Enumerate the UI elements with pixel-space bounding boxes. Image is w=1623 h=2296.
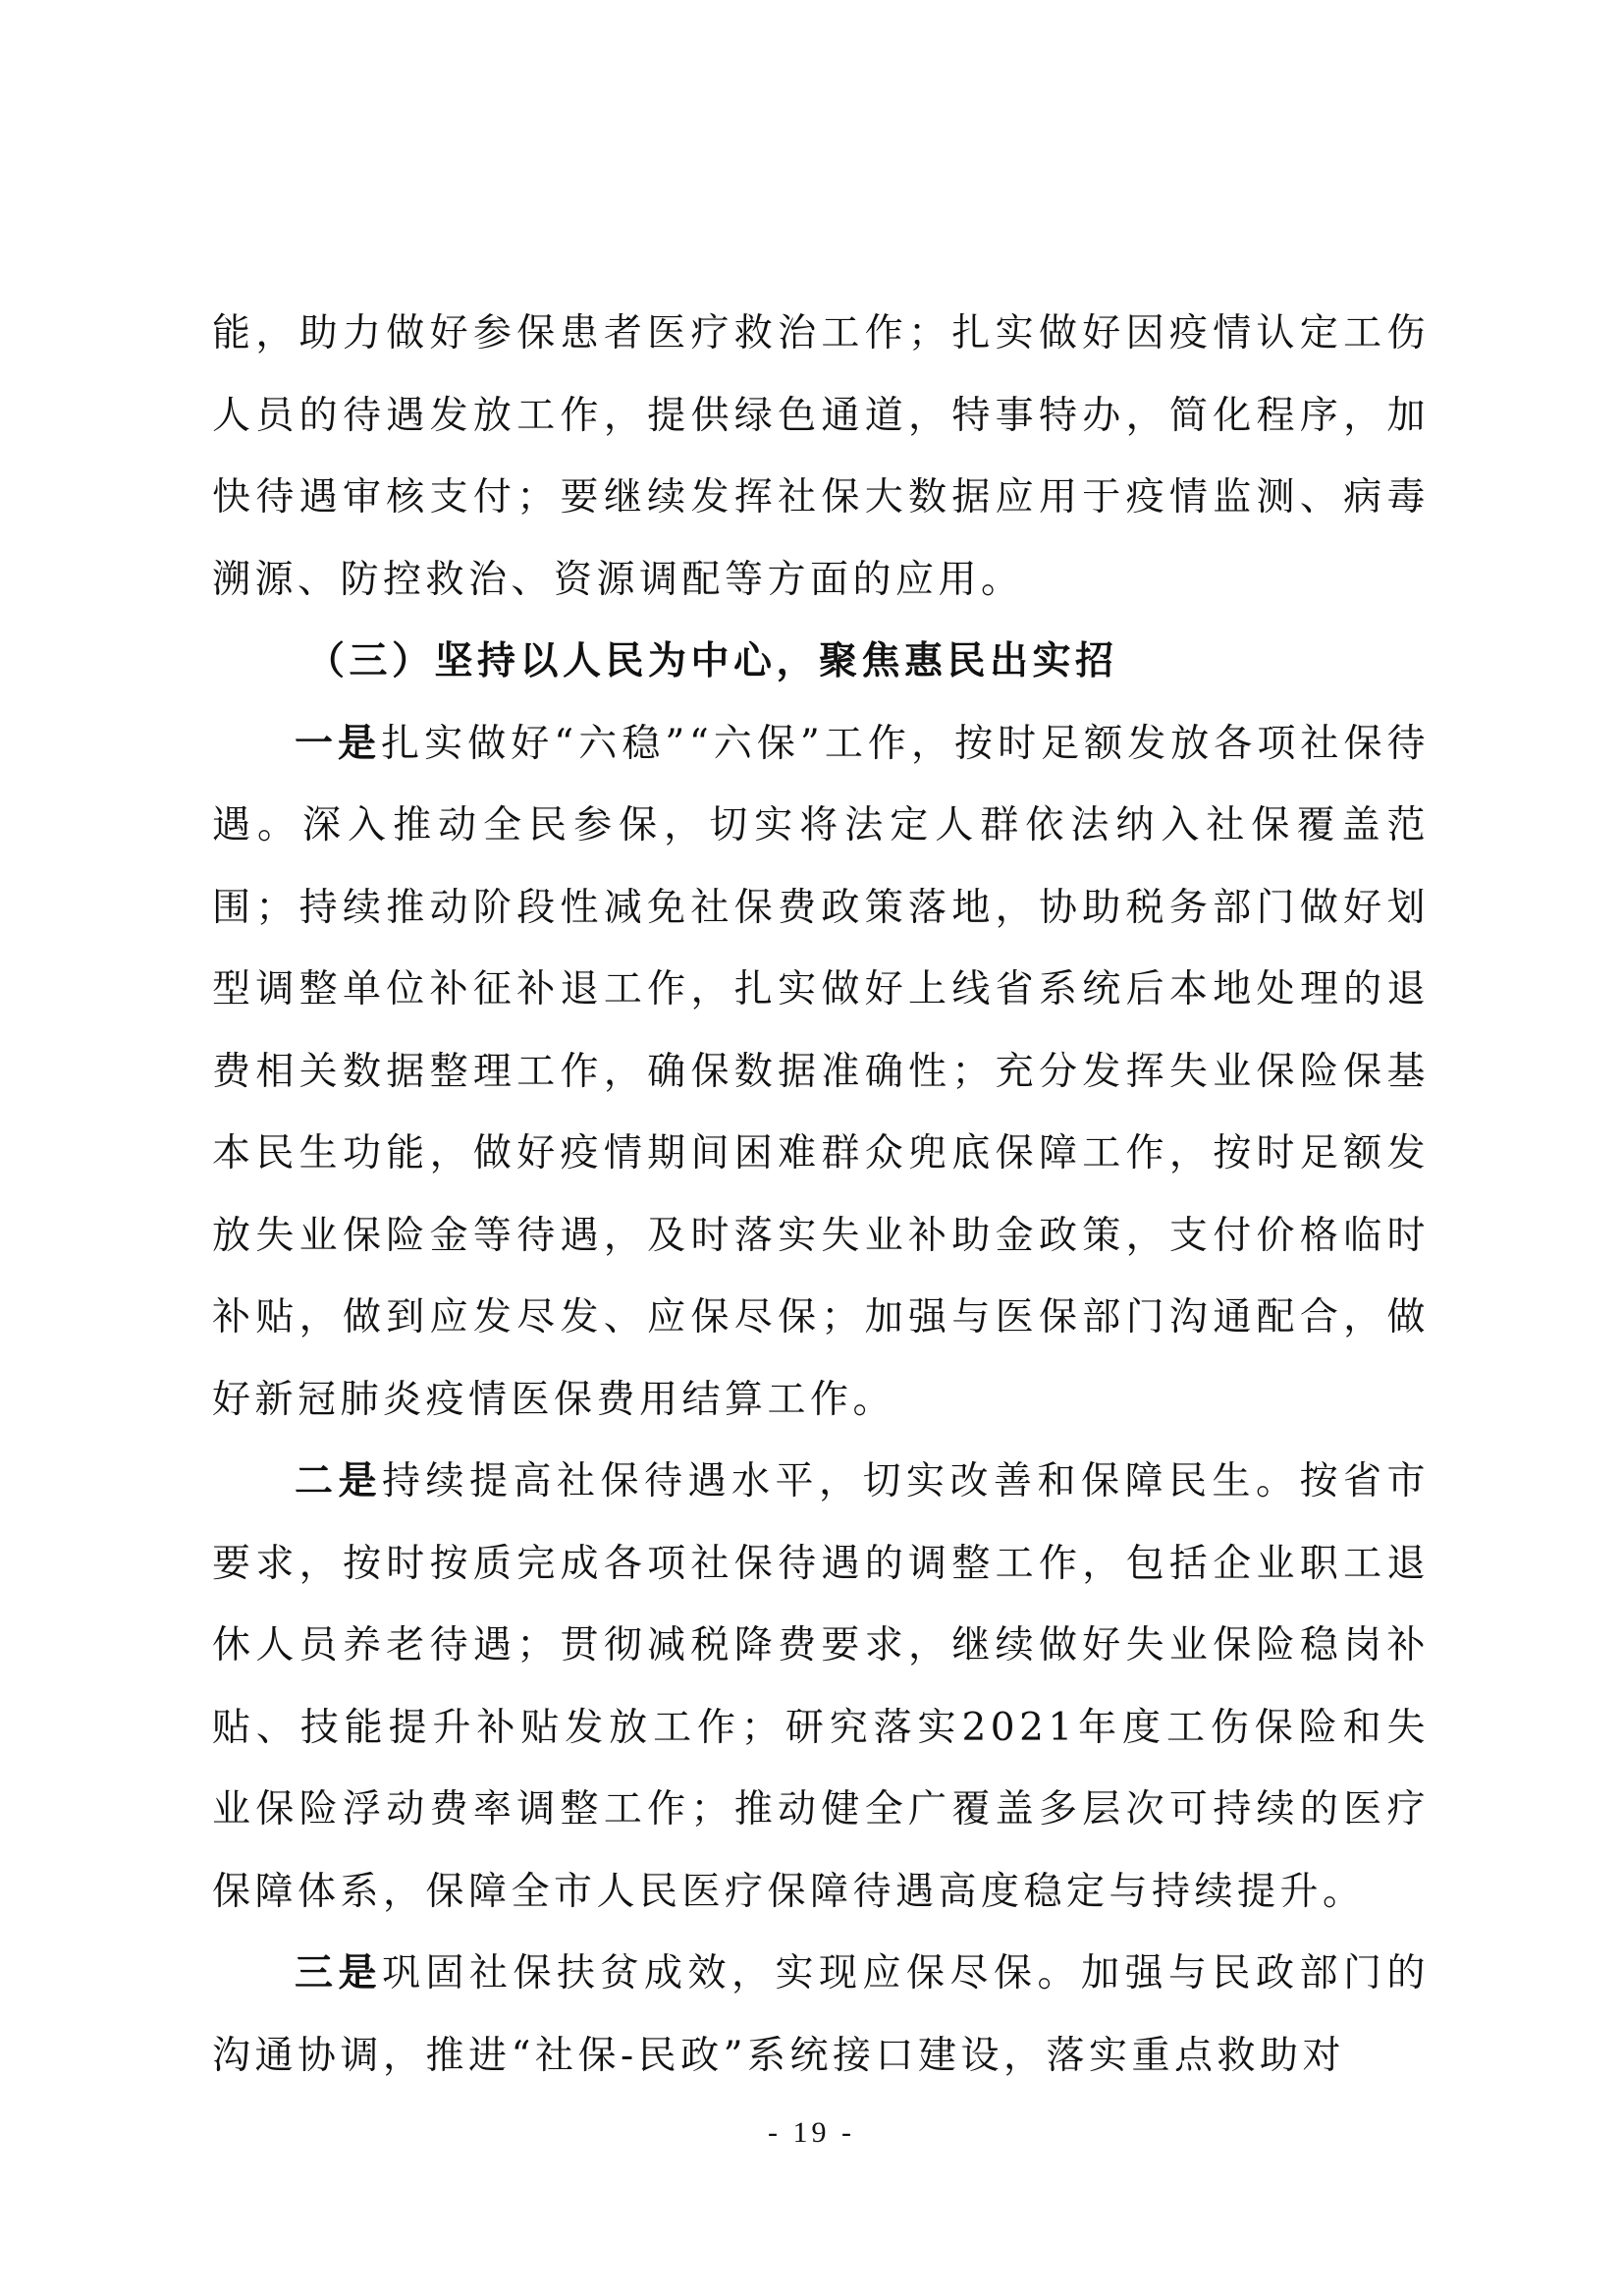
paragraph-continued: 能，助力做好参保患者医疗救治工作；扎实做好因疫情认定工伤人员的待遇发放工作，提供绿色通道，特事特办，简化程序，加快待遇审核支付；要继续发挥社保大数据应用于疫情监测、病毒溯源、防控救治、资源调配等方面的应用。 <box>212 311 1430 602</box>
section-heading: （三）坚持以人民为中心，聚焦惠民出实招 <box>306 638 1118 683</box>
paragraph-item-one <box>212 703 1430 1442</box>
paragraph-item-three <box>212 1933 1430 2097</box>
paragraph-body: 巩固社保扶贫成效，实现应保尽保。加强与民政部门的沟通协调，推进“社保-民政”系统接口建设，落实重点救助对 <box>212 1951 1430 2078</box>
paragraph-lead: 三是 <box>295 1950 382 1995</box>
paragraph-body: 持续提高社保待遇水平，切实改善和保障民生。按省市要求，按时按质完成各项社保待遇的调整工作，包括企业职工退休人员养老待遇；贯彻减税降费要求，继续做好失业保险稳岗补贴、技能提升补贴发放工作；研究落实2021年度工伤保险和失业保险浮动费率调整工作；推动健全广覆盖多层次可持续的医疗保障体系，保障全市人民医疗保障待遇高度稳定与持续提升。 <box>212 1459 1430 1914</box>
paragraph-lead: 二是 <box>295 1458 382 1503</box>
paragraph-item-two <box>212 1441 1430 1933</box>
page-number: - 19 - <box>768 2116 855 2149</box>
paragraph-lead: 一是 <box>295 720 382 766</box>
paragraph-body: 扎实做好“六稳”“六保”工作，按时足额发放各项社保待遇。深入推动全民参保，切实将法定人群依法纳入社保覆盖范围；持续推动阶段性减免社保费政策落地，协助税务部门做好划型调整单位补征补退工作，扎实做好上线省系统后本地处理的退费相关数据整理工作，确保数据准确性；充分发挥失业保险保基本民生功能，做好疫情期间困难群众兜底保障工作，按时足额发放失业保险金等待遇，及时落实失业补助金政策，支付价格临时补贴，做到应发尽发、应保尽保；加强与医保部门沟通配合，做好新冠肺炎疫情医保费用结算工作。 <box>212 721 1430 1422</box>
body-text <box>212 293 1430 2097</box>
